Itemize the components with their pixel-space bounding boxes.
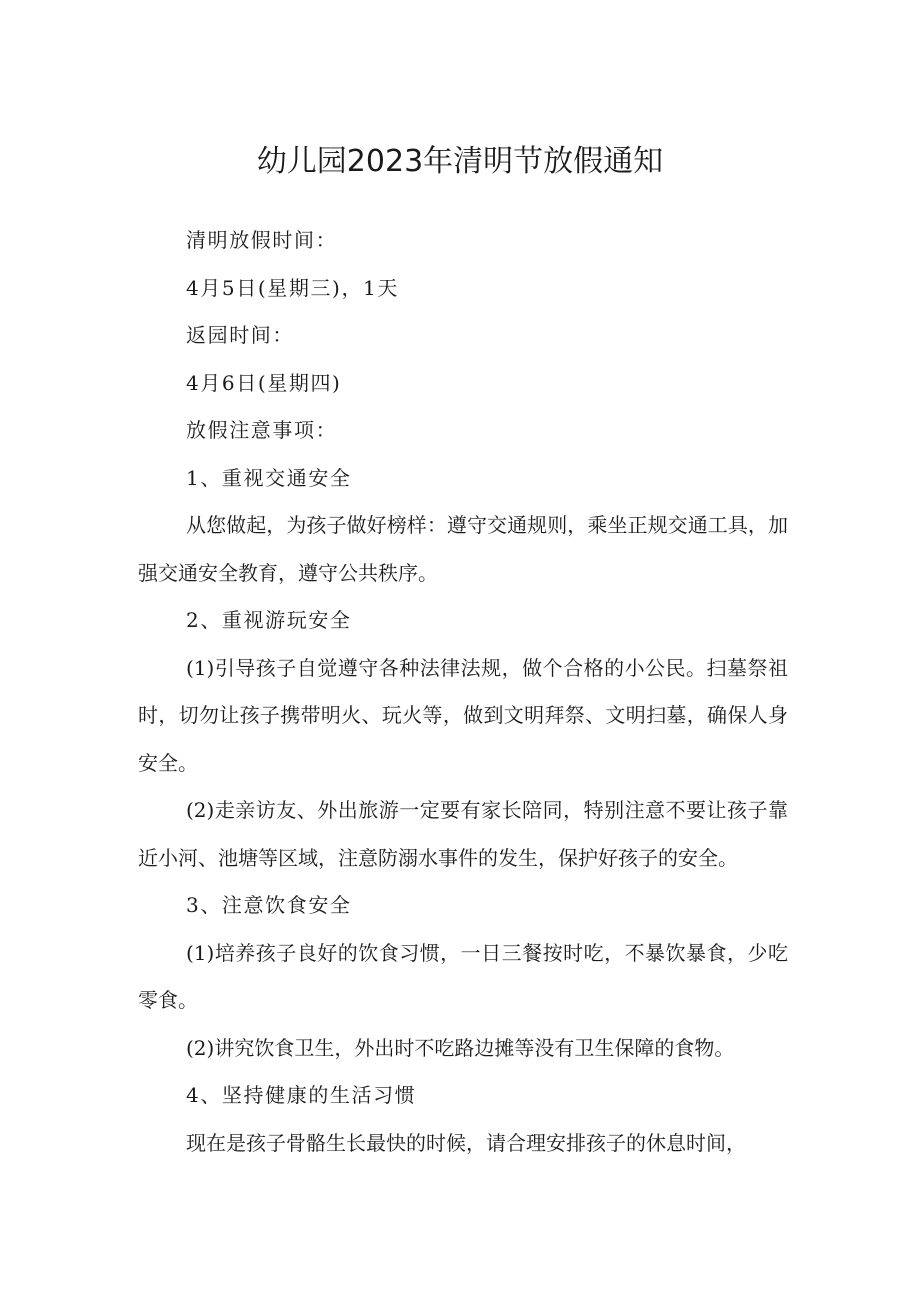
paragraph-holiday-time-label: 清明放假时间： bbox=[186, 228, 338, 252]
paragraph-food-safety-2: (2)讲究饮食卫生，外出时不吃路边摊等没有卫生保障的食物。 bbox=[186, 1035, 735, 1060]
document-body bbox=[138, 217, 788, 1167]
paragraph-healthy-habits: 现在是孩子骨骼生长最快的时候，请合理安排孩子的休息时间， bbox=[186, 1130, 746, 1155]
paragraph-food-safety-1: (1)培养孩子良好的饮食习惯，一日三餐按时吃，不暴饮暴食，少吃零食。 bbox=[138, 940, 788, 1012]
section-heading-healthy-habits: 4、坚持健康的生活习惯 bbox=[186, 1083, 417, 1107]
paragraph-notes-heading: 放假注意事项： bbox=[186, 418, 338, 442]
document-title: 幼儿园2023年清明节放假通知 bbox=[256, 144, 664, 179]
section-heading-traffic-safety: 1、重视交通安全 bbox=[186, 465, 352, 490]
paragraph-holiday-date: 4月5日(星期三)，1天 bbox=[186, 275, 399, 300]
paragraph-play-safety-2: (2)走亲访友、外出旅游一定要有家长陪同，特别注意不要让孩子靠近小河、池塘等区域，注意防溺水事件的发生，保护好孩子的安全。 bbox=[138, 798, 788, 870]
paragraph-play-safety-1: (1)引导孩子自觉遵守各种法律法规，做个合格的小公民。扫墓祭祖时，切勿让孩子携带明火、玩火等，做到文明拜祭、文明扫墓，确保人身安全。 bbox=[138, 655, 788, 775]
paragraph-return-date: 4月6日(星期四) bbox=[186, 370, 342, 395]
section-heading-play-safety: 2、重视游玩安全 bbox=[186, 608, 352, 632]
section-heading-food-safety: 3、注意饮食安全 bbox=[186, 893, 352, 917]
paragraph-traffic-safety: 从您做起，为孩子做好榜样：遵守交通规则，乘坐正规交通工具，加强交通安全教育，遵守公共秩序。 bbox=[138, 513, 788, 585]
paragraph-return-time-label: 返园时间： bbox=[186, 323, 294, 347]
